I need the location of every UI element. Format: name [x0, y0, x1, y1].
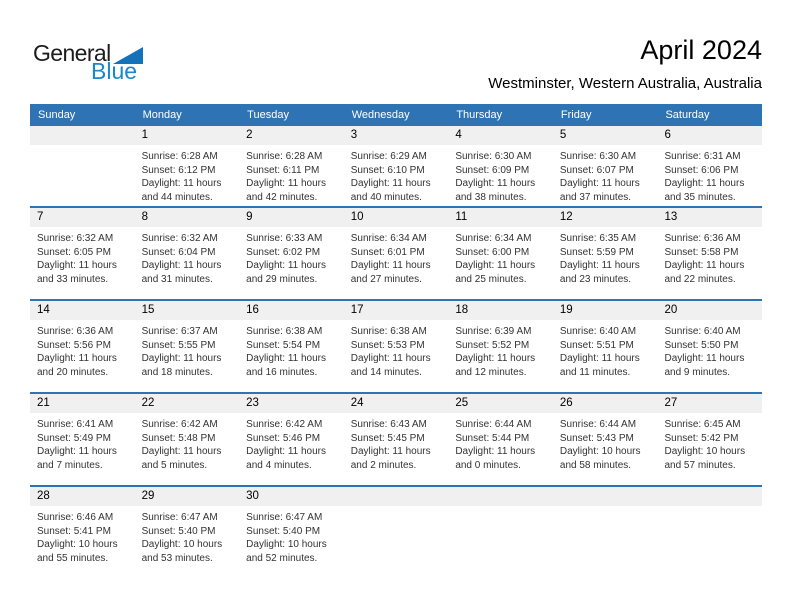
sunset-text: Sunset: 5:53 PM	[350, 339, 425, 351]
daylight-text-line2: and 31 minutes.	[141, 274, 213, 286]
day-number: 2	[239, 126, 344, 145]
sunset-text: Sunset: 6:12 PM	[141, 164, 216, 176]
day-cell	[448, 208, 553, 299]
sunset-text: Sunset: 5:45 PM	[350, 432, 425, 444]
daylight-text-line1: Daylight: 11 hours	[559, 353, 640, 365]
day-number	[344, 487, 449, 506]
day-cell-body	[239, 145, 344, 205]
sunrise-text: Sunrise: 6:46 AM	[37, 512, 114, 523]
sunrise-text: Sunrise: 6:47 AM	[141, 512, 218, 523]
daylight-text-line2: and 0 minutes.	[455, 460, 521, 472]
sunset-text: Sunset: 5:55 PM	[141, 339, 216, 351]
day-number: 26	[553, 394, 658, 413]
weekday-header-thursday: Thursday	[456, 109, 503, 121]
day-cell	[135, 126, 240, 206]
sunrise-text: Sunrise: 6:39 AM	[455, 326, 532, 337]
day-cell-body	[657, 413, 762, 473]
day-number: 5	[553, 126, 658, 145]
day-cell-body	[30, 227, 135, 287]
day-cell-body	[657, 145, 762, 205]
day-cell	[657, 126, 762, 206]
daylight-text-line1: Daylight: 11 hours	[246, 353, 327, 365]
day-cell-body	[135, 413, 240, 473]
sunset-text: Sunset: 6:01 PM	[350, 246, 425, 258]
daylight-text-line2: and 9 minutes.	[664, 367, 731, 379]
day-cell-body	[344, 320, 449, 380]
logo-general-text: General	[33, 40, 111, 66]
day-cell	[657, 394, 762, 485]
day-number: 11	[448, 208, 553, 227]
day-cell	[344, 394, 449, 485]
sunrise-text: Sunrise: 6:28 AM	[246, 151, 323, 162]
daylight-text-line2: and 16 minutes.	[246, 367, 318, 379]
day-cell-body	[344, 145, 449, 205]
daylight-text-line2: and 20 minutes.	[37, 367, 109, 379]
day-cell	[344, 208, 449, 299]
daylight-text-line2: and 38 minutes.	[455, 192, 527, 204]
daylight-text-line1: Daylight: 11 hours	[350, 446, 431, 458]
week-row	[30, 299, 762, 392]
day-cell-body	[448, 227, 553, 287]
daylight-text-line1: Daylight: 11 hours	[246, 260, 327, 272]
day-number: 10	[344, 208, 449, 227]
daylight-text-line1: Daylight: 11 hours	[455, 446, 536, 458]
day-number: 4	[448, 126, 553, 145]
day-cell-body	[448, 145, 553, 205]
sunrise-text: Sunrise: 6:34 AM	[350, 233, 427, 244]
daylight-text-line2: and 53 minutes.	[141, 553, 213, 565]
calendar-weeks	[30, 126, 762, 578]
daylight-text-line1: Daylight: 11 hours	[37, 446, 117, 458]
day-number: 9	[239, 208, 344, 227]
page-subtitle: Westminster, Western Australia, Australia	[488, 74, 762, 92]
sunrise-text: Sunrise: 6:38 AM	[246, 326, 323, 337]
weekday-header-tuesday: Tuesday	[247, 109, 289, 121]
daylight-text-line2: and 33 minutes.	[37, 274, 109, 286]
daylight-text-line1: Daylight: 10 hours	[141, 539, 223, 551]
daylight-text-line2: and 12 minutes.	[455, 367, 527, 379]
daylight-text-line1: Daylight: 11 hours	[664, 260, 745, 272]
day-cell	[448, 394, 553, 485]
day-cell-body	[448, 413, 553, 473]
sunrise-text: Sunrise: 6:40 AM	[664, 326, 741, 337]
day-cell-body	[239, 227, 344, 287]
sunset-text: Sunset: 5:48 PM	[141, 432, 216, 444]
sunrise-text: Sunrise: 6:38 AM	[350, 326, 427, 337]
day-cell-body	[344, 413, 449, 473]
sunset-text: Sunset: 5:56 PM	[37, 339, 111, 351]
day-cell	[239, 126, 344, 206]
sunset-text: Sunset: 5:59 PM	[559, 246, 634, 258]
day-cell	[448, 487, 553, 578]
sunset-text: Sunset: 6:07 PM	[559, 164, 634, 176]
day-cell	[657, 208, 762, 299]
daylight-text-line2: and 27 minutes.	[350, 274, 422, 286]
daylight-text-line2: and 57 minutes.	[664, 460, 736, 472]
day-number: 12	[553, 208, 658, 227]
day-cell	[239, 394, 344, 485]
day-cell	[30, 487, 135, 578]
daylight-text-line1: Daylight: 11 hours	[246, 178, 327, 190]
sunset-text: Sunset: 6:02 PM	[246, 246, 321, 258]
day-cell-body	[135, 145, 240, 205]
daylight-text-line2: and 23 minutes.	[559, 274, 632, 286]
title-block	[488, 36, 762, 92]
daylight-text-line1: Daylight: 11 hours	[141, 353, 222, 365]
day-cell-body	[553, 320, 658, 380]
sunrise-text: Sunrise: 6:40 AM	[559, 326, 637, 337]
day-cell-body	[553, 413, 658, 473]
day-number: 1	[135, 126, 240, 145]
day-number: 29	[135, 487, 240, 506]
daylight-text-line2: and 22 minutes.	[664, 274, 736, 286]
day-cell-body	[239, 320, 344, 380]
day-cell	[135, 394, 240, 485]
sunset-text: Sunset: 6:00 PM	[455, 246, 530, 258]
daylight-text-line2: and 52 minutes.	[246, 553, 318, 565]
sunrise-text: Sunrise: 6:28 AM	[141, 151, 218, 162]
daylight-text-line1: Daylight: 11 hours	[664, 178, 745, 190]
week-row	[30, 392, 762, 485]
daylight-text-line2: and 58 minutes.	[559, 460, 632, 472]
day-cell	[448, 301, 553, 392]
day-number: 18	[448, 301, 553, 320]
day-number: 3	[344, 126, 449, 145]
day-number: 27	[657, 394, 762, 413]
daylight-text-line1: Daylight: 10 hours	[37, 539, 118, 551]
sunset-text: Sunset: 5:49 PM	[37, 432, 111, 444]
calendar-header-row	[30, 104, 762, 126]
day-number: 16	[239, 301, 344, 320]
day-number	[657, 487, 762, 506]
day-cell	[657, 487, 762, 578]
daylight-text-line1: Daylight: 10 hours	[246, 539, 327, 551]
day-cell	[30, 301, 135, 392]
day-cell-body	[239, 413, 344, 473]
day-cell-body	[448, 320, 553, 380]
sunrise-text: Sunrise: 6:43 AM	[350, 419, 427, 430]
day-cell-body	[657, 320, 762, 380]
daylight-text-line2: and 11 minutes.	[559, 367, 631, 379]
daylight-text-line2: and 18 minutes.	[141, 367, 213, 379]
sunrise-text: Sunrise: 6:47 AM	[246, 512, 323, 523]
daylight-text-line1: Daylight: 11 hours	[141, 260, 222, 272]
logo-blue-text: Blue	[91, 58, 138, 84]
weekday-header-sunday: Sunday	[38, 109, 76, 121]
day-cell	[657, 301, 762, 392]
daylight-text-line2: and 5 minutes.	[141, 460, 208, 472]
day-number: 8	[135, 208, 240, 227]
day-cell	[344, 301, 449, 392]
day-cell	[239, 301, 344, 392]
sunset-text: Sunset: 5:46 PM	[246, 432, 321, 444]
sunset-text: Sunset: 5:40 PM	[141, 525, 216, 537]
logo	[33, 42, 143, 83]
daylight-text-line1: Daylight: 11 hours	[455, 178, 536, 190]
daylight-text-line1: Daylight: 10 hours	[559, 446, 641, 458]
sunset-text: Sunset: 5:54 PM	[246, 339, 321, 351]
day-cell-body	[239, 506, 344, 566]
day-cell	[344, 126, 449, 206]
sunrise-text: Sunrise: 6:30 AM	[455, 151, 532, 162]
sunrise-text: Sunrise: 6:42 AM	[246, 419, 323, 430]
daylight-text-line2: and 40 minutes.	[350, 192, 422, 204]
daylight-text-line2: and 2 minutes.	[350, 460, 417, 472]
sunset-text: Sunset: 6:10 PM	[350, 164, 425, 176]
daylight-text-line2: and 29 minutes.	[246, 274, 318, 286]
daylight-text-line1: Daylight: 11 hours	[559, 260, 640, 272]
day-cell	[344, 487, 449, 578]
day-number: 15	[135, 301, 240, 320]
day-number	[553, 487, 658, 506]
day-cell	[239, 208, 344, 299]
sunset-text: Sunset: 5:44 PM	[455, 432, 530, 444]
daylight-text-line2: and 55 minutes.	[37, 553, 109, 565]
day-cell-body	[344, 506, 449, 511]
day-cell-body	[657, 506, 762, 511]
sunset-text: Sunset: 5:52 PM	[455, 339, 530, 351]
day-cell	[30, 394, 135, 485]
day-cell-body	[135, 506, 240, 566]
daylight-text-line2: and 4 minutes.	[246, 460, 312, 472]
day-cell	[239, 487, 344, 578]
sunrise-text: Sunrise: 6:44 AM	[455, 419, 532, 430]
day-cell	[135, 487, 240, 578]
daylight-text-line1: Daylight: 10 hours	[664, 446, 746, 458]
day-cell	[553, 126, 658, 206]
day-number	[30, 126, 135, 145]
sunrise-text: Sunrise: 6:42 AM	[141, 419, 218, 430]
day-number: 17	[344, 301, 449, 320]
day-number: 7	[30, 208, 135, 227]
sunrise-text: Sunrise: 6:44 AM	[559, 419, 637, 430]
day-number: 22	[135, 394, 240, 413]
day-cell	[30, 126, 135, 206]
day-number: 28	[30, 487, 135, 506]
sunrise-text: Sunrise: 6:29 AM	[350, 151, 427, 162]
week-row	[30, 485, 762, 578]
day-number: 6	[657, 126, 762, 145]
day-cell	[30, 208, 135, 299]
day-number: 14	[30, 301, 135, 320]
daylight-text-line1: Daylight: 11 hours	[350, 353, 431, 365]
page-title: April 2024	[640, 35, 762, 65]
sunset-text: Sunset: 5:51 PM	[559, 339, 634, 351]
sunrise-text: Sunrise: 6:32 AM	[141, 233, 218, 244]
day-number: 30	[239, 487, 344, 506]
day-number: 25	[448, 394, 553, 413]
day-number	[448, 487, 553, 506]
sunset-text: Sunset: 5:40 PM	[246, 525, 321, 537]
daylight-text-line2: and 7 minutes.	[37, 460, 103, 472]
sunrise-text: Sunrise: 6:32 AM	[37, 233, 114, 244]
day-cell-body	[553, 506, 658, 511]
day-cell-body	[448, 506, 553, 511]
daylight-text-line1: Daylight: 11 hours	[37, 353, 117, 365]
day-cell	[448, 126, 553, 206]
week-row	[30, 206, 762, 299]
day-cell	[553, 208, 658, 299]
daylight-text-line1: Daylight: 11 hours	[246, 446, 327, 458]
calendar-table	[30, 104, 762, 578]
sunrise-text: Sunrise: 6:30 AM	[559, 151, 637, 162]
daylight-text-line1: Daylight: 11 hours	[455, 353, 536, 365]
day-cell	[553, 301, 658, 392]
sunrise-text: Sunrise: 6:41 AM	[37, 419, 114, 430]
day-cell-body	[30, 145, 135, 150]
daylight-text-line2: and 25 minutes.	[455, 274, 527, 286]
daylight-text-line2: and 35 minutes.	[664, 192, 736, 204]
day-cell	[135, 301, 240, 392]
daylight-text-line1: Daylight: 11 hours	[141, 178, 222, 190]
day-cell-body	[553, 145, 658, 205]
daylight-text-line2: and 37 minutes.	[559, 192, 632, 204]
sunset-text: Sunset: 6:05 PM	[37, 246, 111, 258]
day-number: 21	[30, 394, 135, 413]
day-cell-body	[30, 506, 135, 566]
week-row	[30, 126, 762, 206]
sunrise-text: Sunrise: 6:36 AM	[37, 326, 114, 337]
daylight-text-line1: Daylight: 11 hours	[455, 260, 536, 272]
sunrise-text: Sunrise: 6:34 AM	[455, 233, 532, 244]
sunrise-text: Sunrise: 6:33 AM	[246, 233, 323, 244]
sunset-text: Sunset: 5:50 PM	[664, 339, 739, 351]
day-number: 19	[553, 301, 658, 320]
day-number: 24	[344, 394, 449, 413]
day-cell	[553, 487, 658, 578]
daylight-text-line1: Daylight: 11 hours	[37, 260, 117, 272]
day-cell	[135, 208, 240, 299]
weekday-header-saturday: Saturday	[665, 109, 710, 121]
day-cell-body	[553, 227, 658, 287]
day-cell-body	[135, 227, 240, 287]
day-cell-body	[344, 227, 449, 287]
daylight-text-line1: Daylight: 11 hours	[350, 178, 431, 190]
sunset-text: Sunset: 5:58 PM	[664, 246, 739, 258]
day-number: 20	[657, 301, 762, 320]
daylight-text-line1: Daylight: 11 hours	[559, 178, 640, 190]
day-number: 23	[239, 394, 344, 413]
sunset-text: Sunset: 6:11 PM	[246, 164, 320, 176]
sunrise-text: Sunrise: 6:45 AM	[664, 419, 741, 430]
day-cell	[553, 394, 658, 485]
weekday-header-friday: Friday	[560, 109, 592, 121]
sunrise-text: Sunrise: 6:36 AM	[664, 233, 741, 244]
sunrise-text: Sunrise: 6:37 AM	[141, 326, 218, 337]
sunset-text: Sunset: 5:41 PM	[37, 525, 111, 537]
day-cell-body	[30, 320, 135, 380]
daylight-text-line1: Daylight: 11 hours	[141, 446, 222, 458]
weekday-header-monday: Monday	[142, 109, 182, 121]
sunset-text: Sunset: 6:04 PM	[141, 246, 216, 258]
daylight-text-line1: Daylight: 11 hours	[350, 260, 431, 272]
daylight-text-line2: and 42 minutes.	[246, 192, 318, 204]
daylight-text-line2: and 44 minutes.	[141, 192, 213, 204]
sunrise-text: Sunrise: 6:35 AM	[559, 233, 637, 244]
day-cell-body	[30, 413, 135, 473]
day-number: 13	[657, 208, 762, 227]
sunset-text: Sunset: 6:09 PM	[455, 164, 530, 176]
day-cell-body	[135, 320, 240, 380]
sunrise-text: Sunrise: 6:31 AM	[664, 151, 741, 162]
weekday-header-wednesday: Wednesday	[351, 109, 410, 121]
daylight-text-line1: Daylight: 11 hours	[664, 353, 745, 365]
sunset-text: Sunset: 6:06 PM	[664, 164, 739, 176]
sunset-text: Sunset: 5:42 PM	[664, 432, 739, 444]
sunset-text: Sunset: 5:43 PM	[559, 432, 634, 444]
day-cell-body	[657, 227, 762, 287]
daylight-text-line2: and 14 minutes.	[350, 367, 422, 379]
